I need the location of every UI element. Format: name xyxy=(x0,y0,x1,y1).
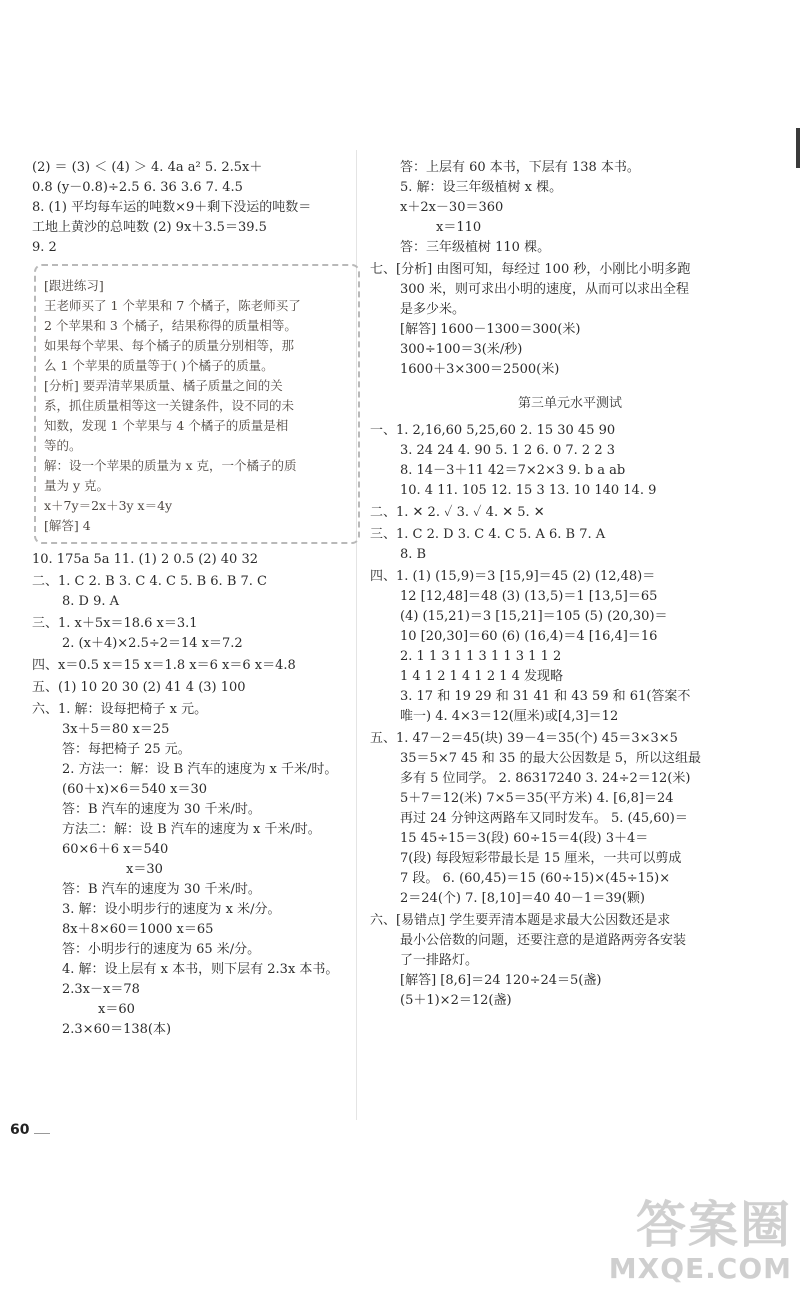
text-line: 1600＋3×300＝2500(米) xyxy=(400,362,560,377)
text-line: 5. 解：设三年级植树 x 棵。 xyxy=(400,180,563,195)
text-line: 方法二：解：设 B 汽车的速度为 x 千米/时。 xyxy=(62,822,321,837)
text-line: 10. 4 11. 105 12. 15 3 13. 10 140 14. 9 xyxy=(400,483,657,498)
text-line: 8. (1) 平均每车运的吨数×9＋剩下没运的吨数＝ xyxy=(32,200,312,215)
text-line: 量为 y 克。 xyxy=(44,478,110,493)
text-line: 35＝5×7 45 和 35 的最大公因数是 5，所以这组最 xyxy=(400,751,701,766)
text-line: 2 个苹果和 3 个橘子，结果称得的质量相等。 xyxy=(44,318,297,333)
text-line: 了一排路灯。 xyxy=(400,953,479,968)
text-line: [分析] 要弄清苹果质量、橘子质量之间的关 xyxy=(44,378,283,393)
text-line: 5＋7＝12(米) 7×5＝35(平方米) 4. [6,8]＝24 xyxy=(400,791,674,806)
text-line: [解答] 1600－1300＝300(米) xyxy=(400,322,581,337)
text-line: 2＝24(个) 7. [8,10]＝40 40－1＝39(颗) xyxy=(400,891,645,906)
text-line: 8. 14－3＋11 42＝7×2×3 9. b a ab xyxy=(400,463,626,478)
text-line: x＋7y＝2x＋3y x＝4y xyxy=(44,498,173,513)
text-line: 答：小明步行的速度为 65 米/分。 xyxy=(62,942,261,957)
text-line: 8x＋8×60＝1000 x＝65 xyxy=(62,922,214,937)
text-line: 四、1. (1) (15,9)＝3 [15,9]＝45 (2) (12,48)＝ xyxy=(370,569,656,584)
text-line: 2.3x－x＝78 xyxy=(62,982,140,997)
text-line: x＋2x－30＝360 xyxy=(400,200,504,215)
text-line: 一、1. 2,16,60 5,25,60 2. 15 30 45 90 xyxy=(370,423,616,438)
text-line: 3x＋5＝80 x＝25 xyxy=(62,722,170,737)
text-line: 么 1 个苹果的质量等于( )个橘子的质量。 xyxy=(44,358,274,373)
section-title: 第三单元水平测试 xyxy=(517,396,622,411)
text-line: 2. (x＋4)×2.5÷2＝14 x＝7.2 xyxy=(62,636,243,651)
page-number-rule xyxy=(34,1133,50,1134)
practice-box xyxy=(34,264,360,544)
text-line: (5＋1)×2＝12(盏) xyxy=(400,993,512,1008)
text-line: 四、x＝0.5 x＝15 x＝1.8 x＝6 x＝6 x＝4.8 xyxy=(32,658,296,673)
text-line: 7(段) 每段短彩带最长是 15 厘米，一共可以剪成 xyxy=(400,851,682,866)
text-line: (4) (15,21)＝3 [15,21]＝105 (5) (20,30)＝ xyxy=(400,609,668,624)
text-line: 知数，发现 1 个苹果与 4 个橘子的质量是相 xyxy=(44,418,289,433)
text-line: (2) ＝ (3) ＜ (4) ＞ 4. 4a a² 5. 2.5x＋ xyxy=(32,160,263,175)
text-line: 再过 24 分钟这两路车又同时发车。 5. (45,60)＝ xyxy=(400,811,688,826)
text-line: 2.3×60＝138(本) xyxy=(62,1022,172,1037)
text-line: 系，抓住质量相等这一关键条件，设不同的未 xyxy=(44,398,295,413)
text-line: 工地上黄沙的总吨数 (2) 9x＋3.5＝39.5 xyxy=(32,220,267,235)
text-line: [跟进练习] xyxy=(44,278,104,293)
text-line: x＝60 xyxy=(98,1002,135,1017)
text-line: 答：每把椅子 25 元。 xyxy=(62,742,191,757)
text-line: x＝30 xyxy=(126,862,163,877)
text-line: 三、1. C 2. D 3. C 4. C 5. A 6. B 7. A xyxy=(370,527,606,542)
text-line: 三、1. x＋5x＝18.6 x＝3.1 xyxy=(32,616,198,631)
text-line: 六、[易错点] 学生要弄清本题是求最大公因数还是求 xyxy=(370,913,671,928)
text-line: 五、1. 47－2＝45(块) 39－4＝35(个) 45＝3×3×5 xyxy=(370,731,678,746)
text-line: 8. B xyxy=(400,547,427,562)
text-line: [解答] [8,6]＝24 120÷24＝5(盏) xyxy=(400,973,602,988)
text-line: 8. D 9. A xyxy=(62,594,120,609)
watermark xyxy=(609,1197,792,1285)
text-line: 答：三年级植树 110 棵。 xyxy=(400,240,551,255)
text-line: 五、(1) 10 20 30 (2) 41 4 (3) 100 xyxy=(32,680,246,695)
text-line: 最小公倍数的问题，还要注意的是道路两旁各安装 xyxy=(400,933,687,948)
text-line: 3. 24 24 4. 90 5. 1 2 6. 0 7. 2 2 3 xyxy=(400,443,615,458)
text-line: 10 [20,30]＝60 (6) (16,4)＝4 [16,4]＝16 xyxy=(400,629,658,644)
text-line: 等的。 xyxy=(44,438,82,453)
right-column xyxy=(370,158,770,1011)
page-number: 60 xyxy=(10,1122,30,1138)
text-line: 3. 解：设小明步行的速度为 x 米/分。 xyxy=(62,902,281,917)
text-line: 王老师买了 1 个苹果和 7 个橘子，陈老师买了 xyxy=(44,298,301,313)
text-line: 是多少米。 xyxy=(400,302,466,317)
right-lines-bottom xyxy=(370,421,770,1011)
text-line: 七、[分析] 由图可知，每经过 100 秒，小刚比小明多跑 xyxy=(370,262,691,277)
page-edge-mark xyxy=(796,128,800,168)
text-line: 答：上层有 60 本书，下层有 138 本书。 xyxy=(400,160,640,175)
text-line: 答：B 汽车的速度为 30 千米/时。 xyxy=(62,802,261,817)
left-lines-after-box xyxy=(32,550,354,1040)
text-line: 10. 175a 5a 11. (1) 2 0.5 (2) 40 32 xyxy=(32,552,258,567)
text-line: 1 4 1 2 1 4 1 2 1 4 发现略 xyxy=(400,669,564,684)
text-line: 2. 1 1 3 1 1 3 1 1 3 1 1 2 xyxy=(400,649,562,664)
text-line: 答：B 汽车的速度为 30 千米/时。 xyxy=(62,882,261,897)
text-line: 3. 17 和 19 29 和 31 41 和 43 59 和 61(答案不 xyxy=(400,689,691,704)
right-lines-top xyxy=(370,158,770,380)
left-column xyxy=(32,158,354,1040)
text-line: 300 米，则可求出小明的速度，从而可以求出全程 xyxy=(400,282,689,297)
watermark-logo: 答案圈 xyxy=(636,1196,792,1254)
text-line: 300÷100＝3(米/秒) xyxy=(400,342,523,357)
text-line: 六、1. 解：设每把椅子 x 元。 xyxy=(32,702,208,717)
text-line: 唯一) 4. 4×3＝12(厘米)或[4,3]＝12 xyxy=(400,709,619,724)
watermark-url: MXQE.COM xyxy=(608,1252,792,1285)
text-line: 60×6＋6 x＝540 xyxy=(62,842,169,857)
text-line: 多有 5 位同学。 2. 86317240 3. 24÷2＝12(米) xyxy=(400,771,691,786)
text-line: 9. 2 xyxy=(32,240,57,255)
text-line: 4. 解：设上层有 x 本书，则下层有 2.3x 本书。 xyxy=(62,962,339,977)
text-line: 0.8 (y－0.8)÷2.5 6. 36 3.6 7. 4.5 xyxy=(32,180,243,195)
text-line: 2. 方法一：解：设 B 汽车的速度为 x 千米/时。 xyxy=(62,762,338,777)
text-line: 7 段。 6. (60,45)＝15 (60÷15)×(45÷15)× xyxy=(400,871,671,886)
text-line: 12 [12,48]＝48 (3) (13,5)＝1 [13,5]＝65 xyxy=(400,589,658,604)
text-line: (60＋x)×6＝540 x＝30 xyxy=(62,782,207,797)
text-line: 15 45÷15＝3(段) 60÷15＝4(段) 3＋4＝ xyxy=(400,831,649,846)
text-line: [解答] 4 xyxy=(44,518,91,533)
text-line: 如果每个苹果、每个橘子的质量分别相等，那 xyxy=(44,338,295,353)
text-line: x＝110 xyxy=(436,220,482,235)
left-lines-before-box xyxy=(32,158,354,258)
text-line: 二、1. C 2. B 3. C 4. C 5. B 6. B 7. C xyxy=(32,574,267,589)
text-line: 二、1. ✕ 2. ✓ 3. ✓ 4. ✕ 5. ✕ xyxy=(370,505,545,520)
text-line: 解：设一个苹果的质量为 x 克，一个橘子的质 xyxy=(44,458,297,473)
